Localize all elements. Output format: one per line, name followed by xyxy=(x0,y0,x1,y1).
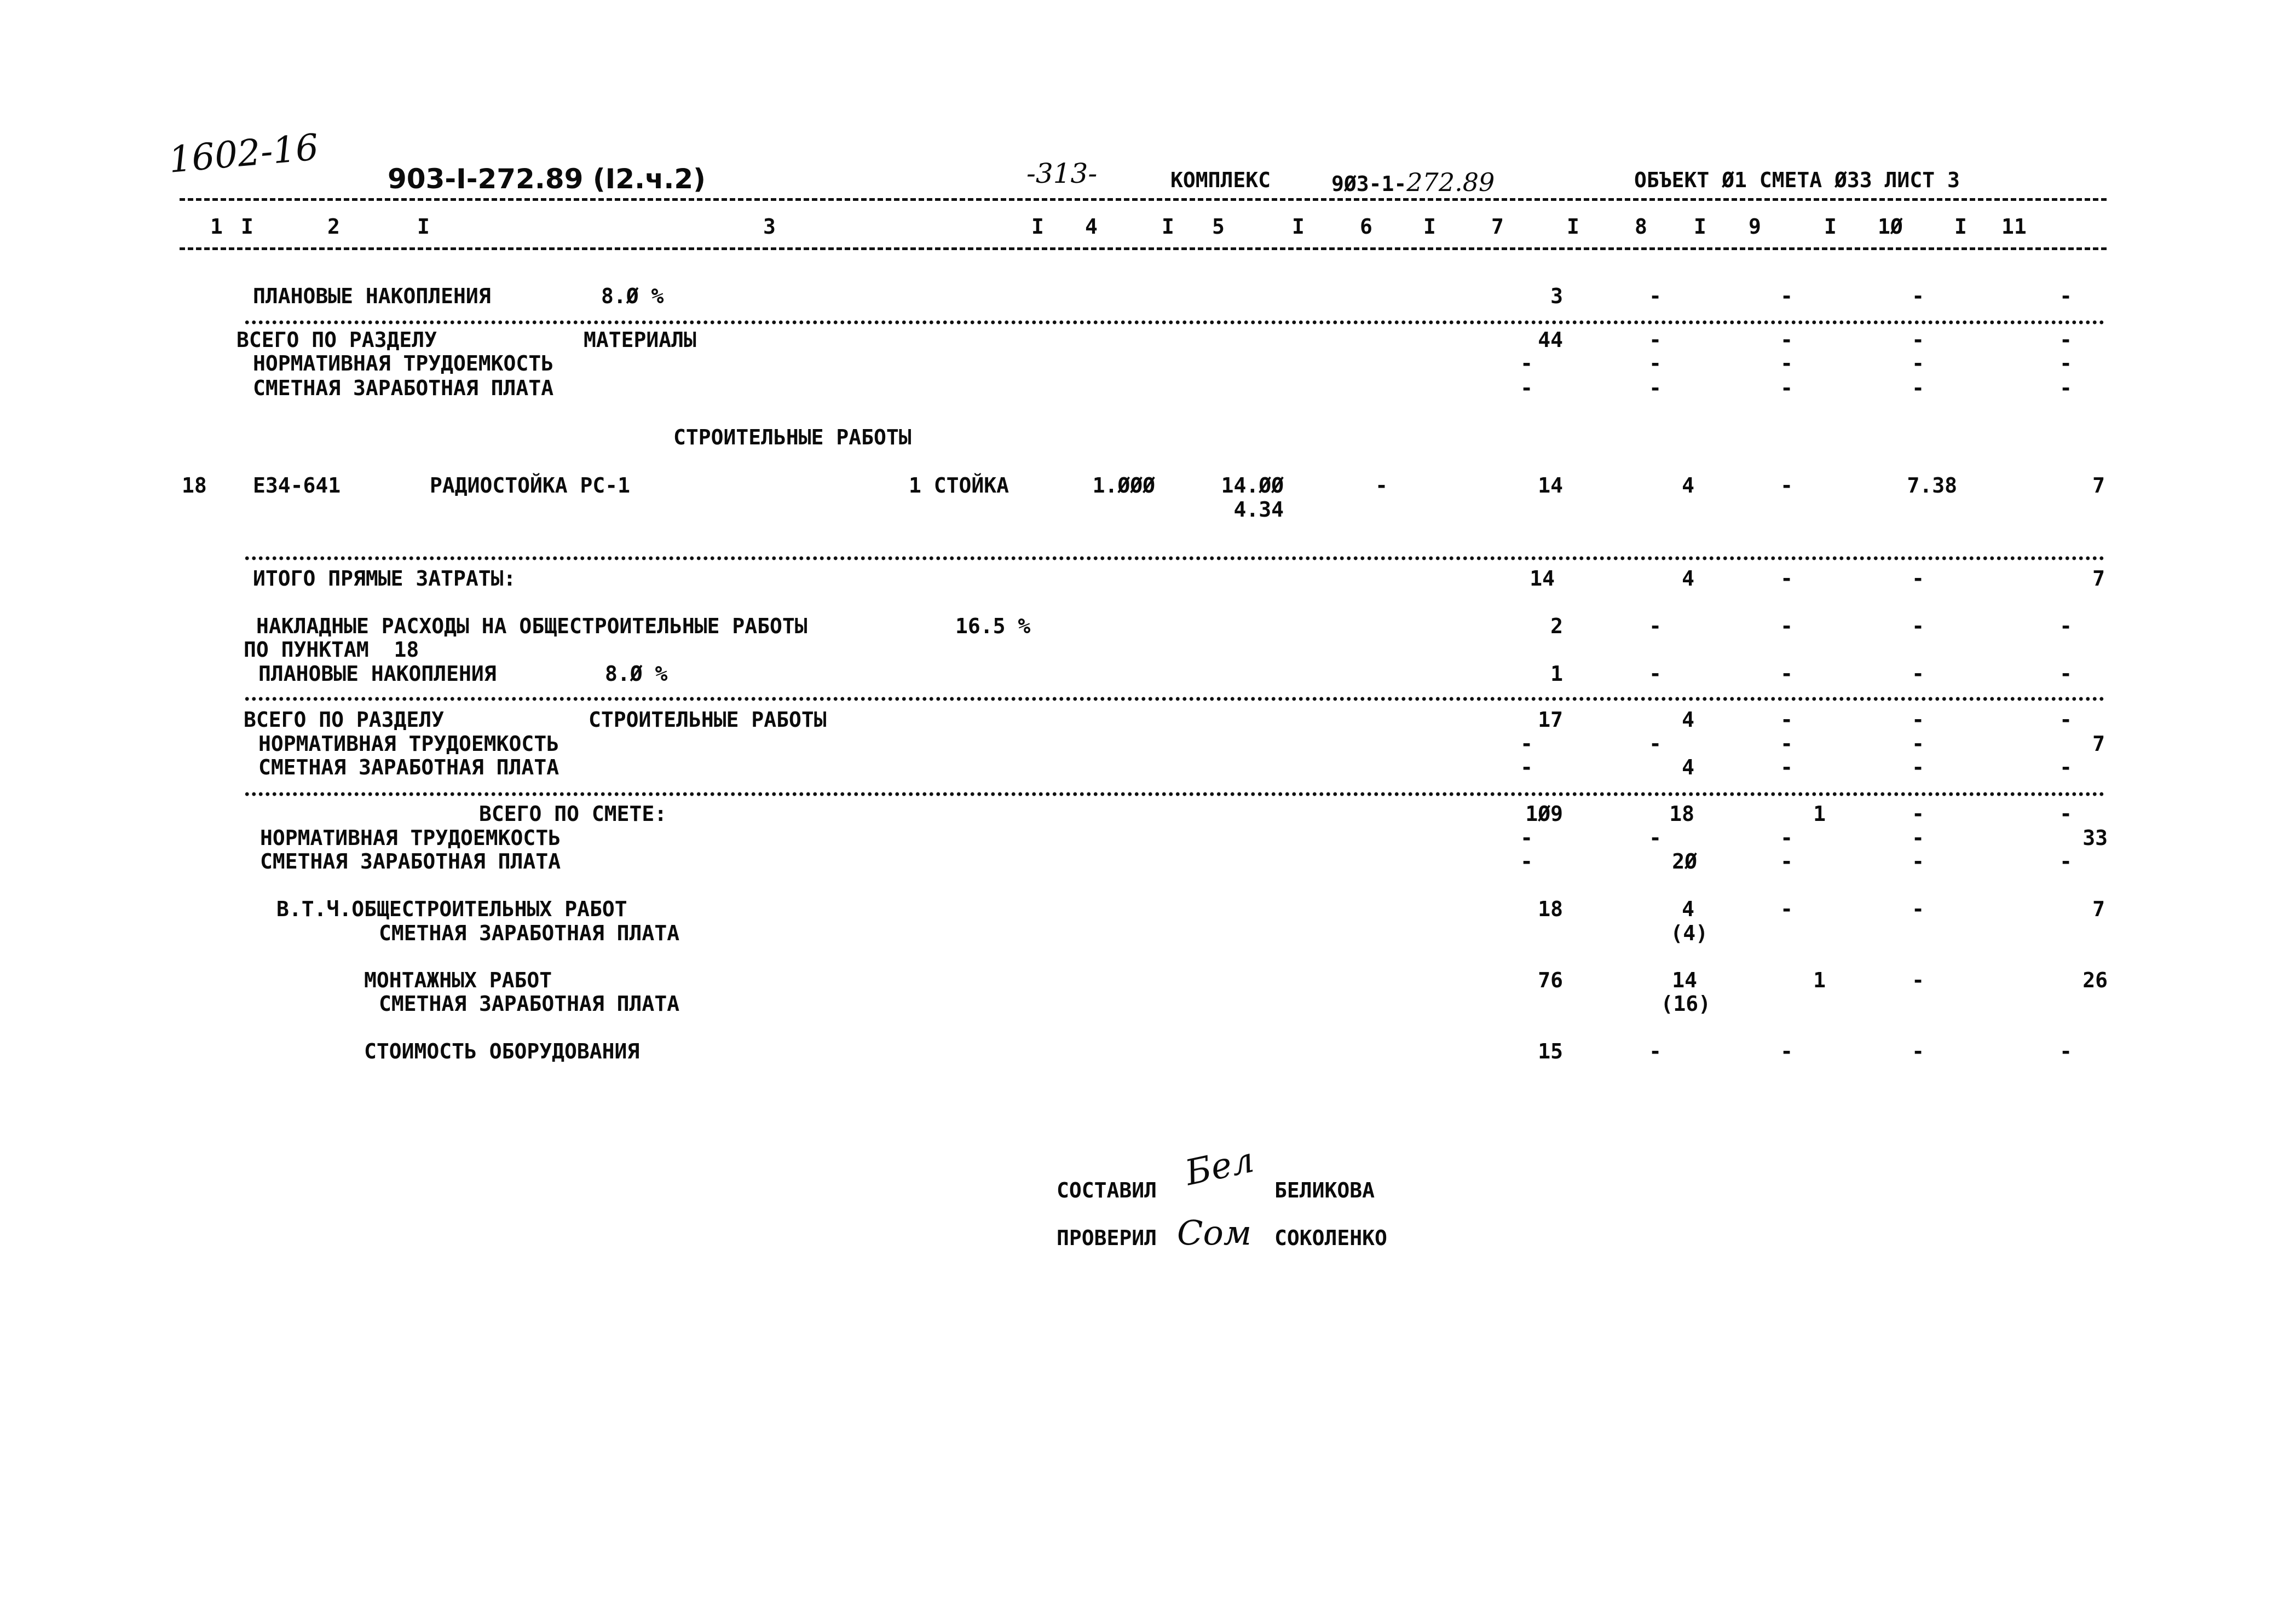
cell-col9: - xyxy=(1780,376,1793,400)
cell-col11: 7 xyxy=(2092,897,2105,921)
cell-col7: - xyxy=(1520,376,1533,400)
cell-col8: 4 xyxy=(1682,755,1694,779)
section-name: МАТЕРИАЛЫ xyxy=(584,328,696,352)
cell-col8: (4) xyxy=(1670,921,1708,945)
header-rule-top xyxy=(180,198,2107,201)
cell-col9: 1 xyxy=(1813,802,1826,826)
row-label-items: ПО ПУНКТАМ 18 xyxy=(244,638,419,662)
checked-by-name: СОКОЛЕНКО xyxy=(1274,1226,1387,1250)
col-header: 11 xyxy=(2001,215,2027,239)
cell-col10: - xyxy=(1912,284,1924,308)
row-label: СМЕТНАЯ ЗАРАБОТНАЯ ПЛАТА xyxy=(253,376,554,400)
row-label: НАКЛАДНЫЕ РАСХОДЫ НА ОБЩЕСТРОИТЕЛЬНЫЕ РАБОТЫ xyxy=(256,614,807,638)
handwritten-doc-number: 1602-16 xyxy=(167,126,321,181)
cell-col10: - xyxy=(1912,802,1924,826)
item-code: Е34-641 xyxy=(253,473,341,497)
cell-col10: - xyxy=(1912,614,1924,638)
col-separator: I xyxy=(1292,215,1305,239)
row-label: НОРМАТИВНАЯ ТРУДОЕМКОСТЬ xyxy=(260,826,561,850)
row-label: НОРМАТИВНАЯ ТРУДОЕМКОСТЬ xyxy=(258,732,559,756)
cell-col8: - xyxy=(1649,1039,1662,1063)
cell-col7: 44 xyxy=(1538,328,1563,352)
row-label: ВСЕГО ПО СМЕТЕ: xyxy=(479,802,667,826)
cell-col10: - xyxy=(1912,755,1924,779)
col-header: 6 xyxy=(1360,215,1372,239)
cell-col10: - xyxy=(1912,566,1924,591)
checked-by-signature: Сом xyxy=(1177,1213,1252,1253)
row-label: ВСЕГО ПО РАЗДЕЛУ xyxy=(236,328,437,352)
row-label: ВСЕГО ПО РАЗДЕЛУ xyxy=(244,708,445,732)
col-header: 2 xyxy=(327,215,340,239)
cell-col9: - xyxy=(1780,473,1793,497)
cell-col7: - xyxy=(1520,849,1533,873)
row-percent: 8.Ø % xyxy=(601,284,664,308)
complex-code-handwritten: 272.89 xyxy=(1406,167,1495,197)
cell-col7: 18 xyxy=(1538,897,1563,921)
cell-col8: 18 xyxy=(1669,802,1694,826)
col-separator: I xyxy=(1824,215,1837,239)
cell-col9: 1 xyxy=(1813,968,1826,992)
cell-col8: (16) xyxy=(1660,992,1711,1016)
item-quantity: 1.ØØØ xyxy=(1092,473,1155,497)
row-label: ПЛАНОВЫЕ НАКОПЛЕНИЯ xyxy=(253,284,491,308)
cell-col8: 4 xyxy=(1682,897,1694,921)
cell-col9: - xyxy=(1780,897,1793,921)
cell-col7: 14 xyxy=(1530,566,1555,591)
row-label: СТОИМОСТЬ ОБОРУДОВАНИЯ xyxy=(364,1039,640,1063)
cell-col9: - xyxy=(1780,849,1793,873)
cell-col7: 3 xyxy=(1550,284,1563,308)
col-separator: I xyxy=(1423,215,1436,239)
dotted-separator xyxy=(244,320,2105,325)
cell-col11: - xyxy=(2060,708,2072,732)
cell-col8: 4 xyxy=(1682,473,1694,497)
cell-col11: - xyxy=(2060,284,2072,308)
cell-col10: - xyxy=(1912,328,1924,352)
col-header: 8 xyxy=(1635,215,1647,239)
complex-code xyxy=(1331,167,1495,197)
cell-col11: - xyxy=(2060,662,2072,686)
composed-by-signature: Бел xyxy=(1181,1139,1257,1194)
col-header: 5 xyxy=(1212,215,1225,239)
cell-col9: - xyxy=(1780,826,1793,850)
cell-col10: - xyxy=(1912,351,1924,375)
cell-col11: - xyxy=(2060,755,2072,779)
cell-col9: - xyxy=(1780,328,1793,352)
item-unit-wage: 4.34 xyxy=(1233,497,1284,522)
doc-code: 903-I-272.89 (I2.ч.2) xyxy=(388,163,706,195)
cell-col8: - xyxy=(1649,328,1662,352)
col-header: 1Ø xyxy=(1878,215,1903,239)
cell-col8: 2Ø xyxy=(1672,849,1697,873)
row-percent: 16.5 % xyxy=(955,614,1031,638)
cell-col9: - xyxy=(1780,566,1793,591)
cell-col9: - xyxy=(1780,662,1793,686)
cell-col10: 7.38 xyxy=(1907,473,1957,497)
cell-col8: - xyxy=(1649,614,1662,638)
row-label: В.Т.Ч.ОБЩЕСТРОИТЕЛЬНЫХ РАБОТ xyxy=(276,897,627,921)
cell-col8: - xyxy=(1649,284,1662,308)
cell-col7: 17 xyxy=(1538,708,1563,732)
object-sheet-info: ОБЪЕКТ Ø1 СМЕТА Ø33 ЛИСТ 3 xyxy=(1634,168,1960,192)
cell-col7: 1 xyxy=(1550,662,1563,686)
cell-col8: - xyxy=(1649,826,1662,850)
col-separator: I xyxy=(417,215,430,239)
col-header: 1 xyxy=(210,215,223,239)
cell-col9: - xyxy=(1780,614,1793,638)
cell-col8: 4 xyxy=(1682,708,1694,732)
cell-col10: - xyxy=(1912,662,1924,686)
cell-col11: - xyxy=(2060,376,2072,400)
complex-label: КОМПЛЕКС xyxy=(1170,168,1271,192)
row-label: МОНТАЖНЫХ РАБОТ xyxy=(364,968,552,992)
row-percent: 8.Ø % xyxy=(605,662,668,686)
cell-col10: - xyxy=(1912,849,1924,873)
cell-col7: - xyxy=(1520,755,1533,779)
cell-col10: - xyxy=(1912,897,1924,921)
section-title: СТРОИТЕЛЬНЫЕ РАБОТЫ xyxy=(673,425,912,449)
cell-col10: - xyxy=(1912,732,1924,756)
cell-col11: - xyxy=(2060,1039,2072,1063)
cell-col11: - xyxy=(2060,802,2072,826)
col-separator: I xyxy=(241,215,253,239)
dotted-separator xyxy=(244,791,2105,797)
cell-col11: - xyxy=(2060,614,2072,638)
section-name: СТРОИТЕЛЬНЫЕ РАБОТЫ xyxy=(589,708,827,732)
cell-col10: - xyxy=(1912,968,1924,992)
cell-col10: - xyxy=(1912,376,1924,400)
page-number: -313- xyxy=(1026,158,1098,189)
row-label: СМЕТНАЯ ЗАРАБОТНАЯ ПЛАТА xyxy=(379,921,680,945)
dotted-separator xyxy=(244,696,2105,702)
cell-col9: - xyxy=(1780,708,1793,732)
cell-col10: - xyxy=(1912,1039,1924,1063)
cell-col11: 7 xyxy=(2092,473,2105,497)
cell-col11: 26 xyxy=(2082,968,2108,992)
cell-col8: - xyxy=(1649,351,1662,375)
cell-col7: 1Ø9 xyxy=(1525,802,1563,826)
cell-col11: 7 xyxy=(2092,732,2105,756)
item-unit: 1 СТОЙКА xyxy=(909,473,1009,497)
header-rule-bottom xyxy=(180,247,2107,250)
complex-code-printed: 9Ø3-1- xyxy=(1331,172,1407,196)
col-header: 3 xyxy=(763,215,776,239)
col-separator: I xyxy=(1954,215,1967,239)
item-number: 18 xyxy=(182,473,207,497)
cell-col8: 14 xyxy=(1672,968,1697,992)
col-header: 9 xyxy=(1749,215,1761,239)
cell-col7: 15 xyxy=(1538,1039,1563,1063)
cell-col7: 76 xyxy=(1538,968,1563,992)
cell-col7: - xyxy=(1520,732,1533,756)
cell-col11: 7 xyxy=(2092,566,2105,591)
dotted-separator xyxy=(244,555,2105,561)
col-header: 4 xyxy=(1085,215,1098,239)
cell-col11: 33 xyxy=(2082,826,2108,850)
row-label: ПЛАНОВЫЕ НАКОПЛЕНИЯ xyxy=(258,662,497,686)
cell-col7: 14 xyxy=(1538,473,1563,497)
cell-col9: - xyxy=(1780,284,1793,308)
cell-col7: - xyxy=(1520,826,1533,850)
cell-col10: - xyxy=(1912,708,1924,732)
cell-col11: - xyxy=(2060,328,2072,352)
row-label: НОРМАТИВНАЯ ТРУДОЕМКОСТЬ xyxy=(253,351,554,375)
cell-col7: 2 xyxy=(1550,614,1563,638)
col-separator: I xyxy=(1694,215,1706,239)
col-separator: I xyxy=(1031,215,1044,239)
composed-by-name: БЕЛИКОВА xyxy=(1274,1178,1375,1202)
row-label: СМЕТНАЯ ЗАРАБОТНАЯ ПЛАТА xyxy=(260,849,561,873)
col-header: 7 xyxy=(1491,215,1504,239)
col-separator: I xyxy=(1567,215,1579,239)
cell-col11: - xyxy=(2060,351,2072,375)
item-name: РАДИОСТОЙКА РС-1 xyxy=(430,473,631,497)
col-separator: I xyxy=(1162,215,1174,239)
cell-col9: - xyxy=(1780,1039,1793,1063)
row-label: СМЕТНАЯ ЗАРАБОТНАЯ ПЛАТА xyxy=(379,992,680,1016)
composed-by-label: СОСТАВИЛ xyxy=(1057,1178,1157,1202)
checked-by-label: ПРОВЕРИЛ xyxy=(1057,1226,1157,1250)
item-unit-price: 14.ØØ xyxy=(1221,473,1284,497)
row-label: СМЕТНАЯ ЗАРАБОТНАЯ ПЛАТА xyxy=(258,755,559,779)
cell-col9: - xyxy=(1780,732,1793,756)
cell-col8: 4 xyxy=(1682,566,1694,591)
cell-col7: - xyxy=(1520,351,1533,375)
cell-col8: - xyxy=(1649,376,1662,400)
cell-col8: - xyxy=(1649,732,1662,756)
cell-col8: - xyxy=(1649,662,1662,686)
cell-col10: - xyxy=(1912,826,1924,850)
cell-col9: - xyxy=(1780,351,1793,375)
cell-col6: - xyxy=(1375,473,1388,497)
cell-col11: - xyxy=(2060,849,2072,873)
row-label: ИТОГО ПРЯМЫЕ ЗАТРАТЫ: xyxy=(253,566,516,591)
cell-col9: - xyxy=(1780,755,1793,779)
